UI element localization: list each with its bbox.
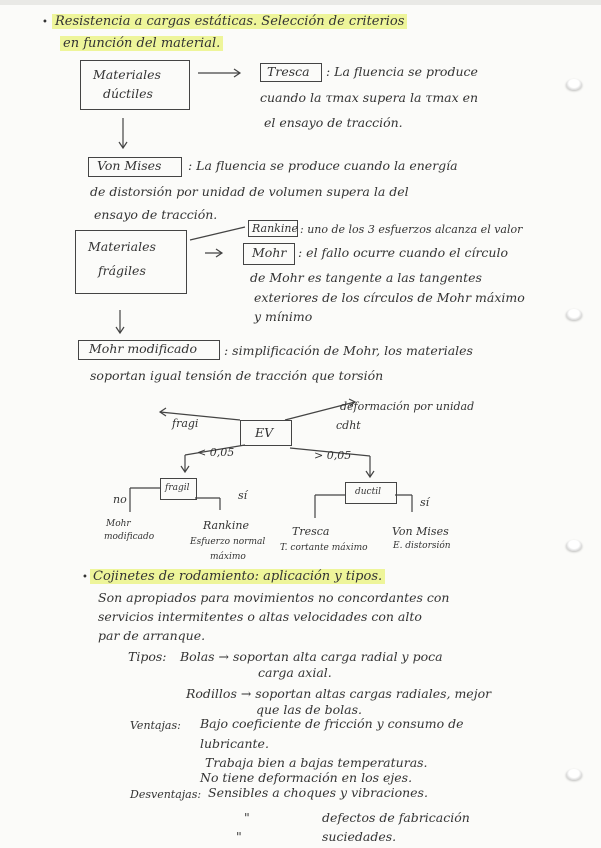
ventaja-1-line2: lubricante. — [200, 736, 269, 751]
section-title-line2: en función del material. — [60, 36, 223, 51]
tree-gt-label: > 0,05 — [314, 449, 352, 462]
ventajas-label: Ventajas: — [130, 719, 181, 732]
tresca-label: Tresca — [267, 64, 310, 79]
leaf-rankine-line2: Esfuerzo normal — [190, 537, 266, 547]
bullet-dot: • — [42, 17, 48, 28]
fragiles-box — [75, 230, 187, 294]
sec2-paragraph-line3: par de arranque. — [98, 628, 206, 643]
leaf-mohr-modificado-line2: modificado — [104, 532, 155, 542]
leaf-tresca-line2: T. cortante máximo — [280, 543, 368, 553]
tree-def-label: deformación por unidad — [340, 400, 475, 413]
tresca-text-line1: : La fluencia se produce — [326, 64, 478, 79]
desventaja-2: defectos de fabricación — [322, 810, 470, 825]
tipos-rodillos-line2: que las de bolas. — [256, 702, 362, 717]
ductiles-label-line2: dúctiles — [103, 86, 153, 101]
ev-box — [240, 420, 292, 446]
vonmises-box — [88, 157, 182, 177]
desventaja-3-mark: " — [236, 829, 242, 844]
ventaja-3: No tiene deformación en los ejes. — [200, 770, 413, 785]
leaf-tresca-line1: Tresca — [292, 525, 330, 538]
mohr-modificado-box — [78, 340, 220, 360]
tipos-bolas: Bolas → soportan alta carga radial y poca — [180, 649, 443, 664]
binder-hole — [566, 309, 582, 320]
bullet-dot-2: • — [82, 572, 88, 583]
fragiles-label-line1: Materiales — [88, 239, 156, 254]
mohr-modificado-label: Mohr modificado — [89, 341, 198, 356]
desventajas-label: Desventajas: — [130, 788, 202, 801]
ductiles-box — [80, 60, 190, 110]
tipos-rodillos: Rodillos → soportan altas cargas radiales, mejor — [186, 686, 492, 701]
tresca-box — [260, 63, 322, 82]
binder-hole — [566, 79, 582, 90]
tipos-bolas-line2: carga axial. — [258, 665, 332, 680]
vonmises-text-line1: : La fluencia se produce cuando la energía — [188, 158, 458, 173]
rankine-label: Rankine — [252, 222, 298, 235]
tree-box-fragil — [160, 478, 197, 500]
sec2-paragraph-line1: Son apropiados para movimientos no concordantes con — [98, 590, 450, 605]
mohr-label: Mohr — [252, 245, 287, 260]
mohr-box — [243, 243, 295, 265]
tipos-label: Tipos: — [128, 649, 167, 664]
tree-cdht-label: cdht — [336, 419, 361, 432]
ductiles-label-line1: Materiales — [93, 67, 161, 82]
mohr-modificado-text-line2: soportan igual tensión de tracción que torsión — [90, 368, 384, 383]
vonmises-label: Von Mises — [97, 158, 162, 173]
leaf-mohr-modificado-line1: Mohr — [106, 519, 131, 529]
section-title-line1: Resistencia a cargas estáticas. Selección de criterios — [52, 14, 407, 29]
leaf-rankine-line3: máximo — [210, 552, 246, 562]
tree-box-ductil — [345, 482, 397, 504]
desventaja-3: suciedades. — [322, 829, 397, 844]
leaf-vonmises-line1: Von Mises — [392, 525, 449, 538]
tree-lt-label: < 0,05 — [197, 446, 235, 459]
mohr-modificado-text-line1: : simplificación de Mohr, los materiales — [224, 343, 473, 358]
mohr-text-line1: : el fallo ocurre cuando el círculo — [298, 245, 508, 260]
tree-si-left-label: sí — [238, 489, 248, 502]
tresca-text-line3: el ensayo de tracción. — [264, 115, 403, 130]
tree-left-label: fragi — [172, 417, 199, 430]
tree-box-ductil-label: ductil — [355, 487, 381, 497]
ev-label: EV — [255, 425, 274, 440]
vonmises-text-line3: ensayo de tracción. — [94, 207, 218, 222]
mohr-text-line2: de Mohr es tangente a las tangentes — [250, 270, 482, 285]
mohr-text-line4: y mínimo — [254, 309, 313, 324]
sec2-paragraph-line2: servicios intermitentes o altas velocidades con alto — [98, 609, 422, 624]
leaf-vonmises-line2: E. distorsión — [393, 541, 451, 551]
desventaja-1: Sensibles a choques y vibraciones. — [208, 785, 428, 800]
vonmises-text-line2: de distorsión por unidad de volumen supera la del — [90, 184, 409, 199]
section2-title: Cojinetes de rodamiento: aplicación y tipos. — [90, 569, 385, 584]
tree-si-right-label: sí — [420, 496, 430, 509]
tree-no-label: no — [113, 493, 127, 506]
binder-hole — [566, 769, 582, 780]
rankine-text: : uno de los 3 esfuerzos alcanza el valor — [300, 223, 523, 236]
desventaja-2-mark: " — [244, 810, 250, 825]
rankine-box — [248, 220, 298, 237]
mohr-text-line3: exteriores de los círculos de Mohr máximo — [254, 290, 525, 305]
binder-hole — [566, 540, 582, 551]
ventaja-2: Trabaja bien a bajas temperaturas. — [205, 755, 428, 770]
ventaja-1: Bajo coeficiente de fricción y consumo de — [200, 716, 464, 731]
fragiles-label-line2: frágiles — [98, 263, 146, 278]
tresca-text-line2: cuando la τmax supera la τmax en — [260, 90, 479, 105]
leaf-rankine-line1: Rankine — [203, 519, 249, 532]
tree-box-fragil-label: fragil — [165, 483, 190, 493]
